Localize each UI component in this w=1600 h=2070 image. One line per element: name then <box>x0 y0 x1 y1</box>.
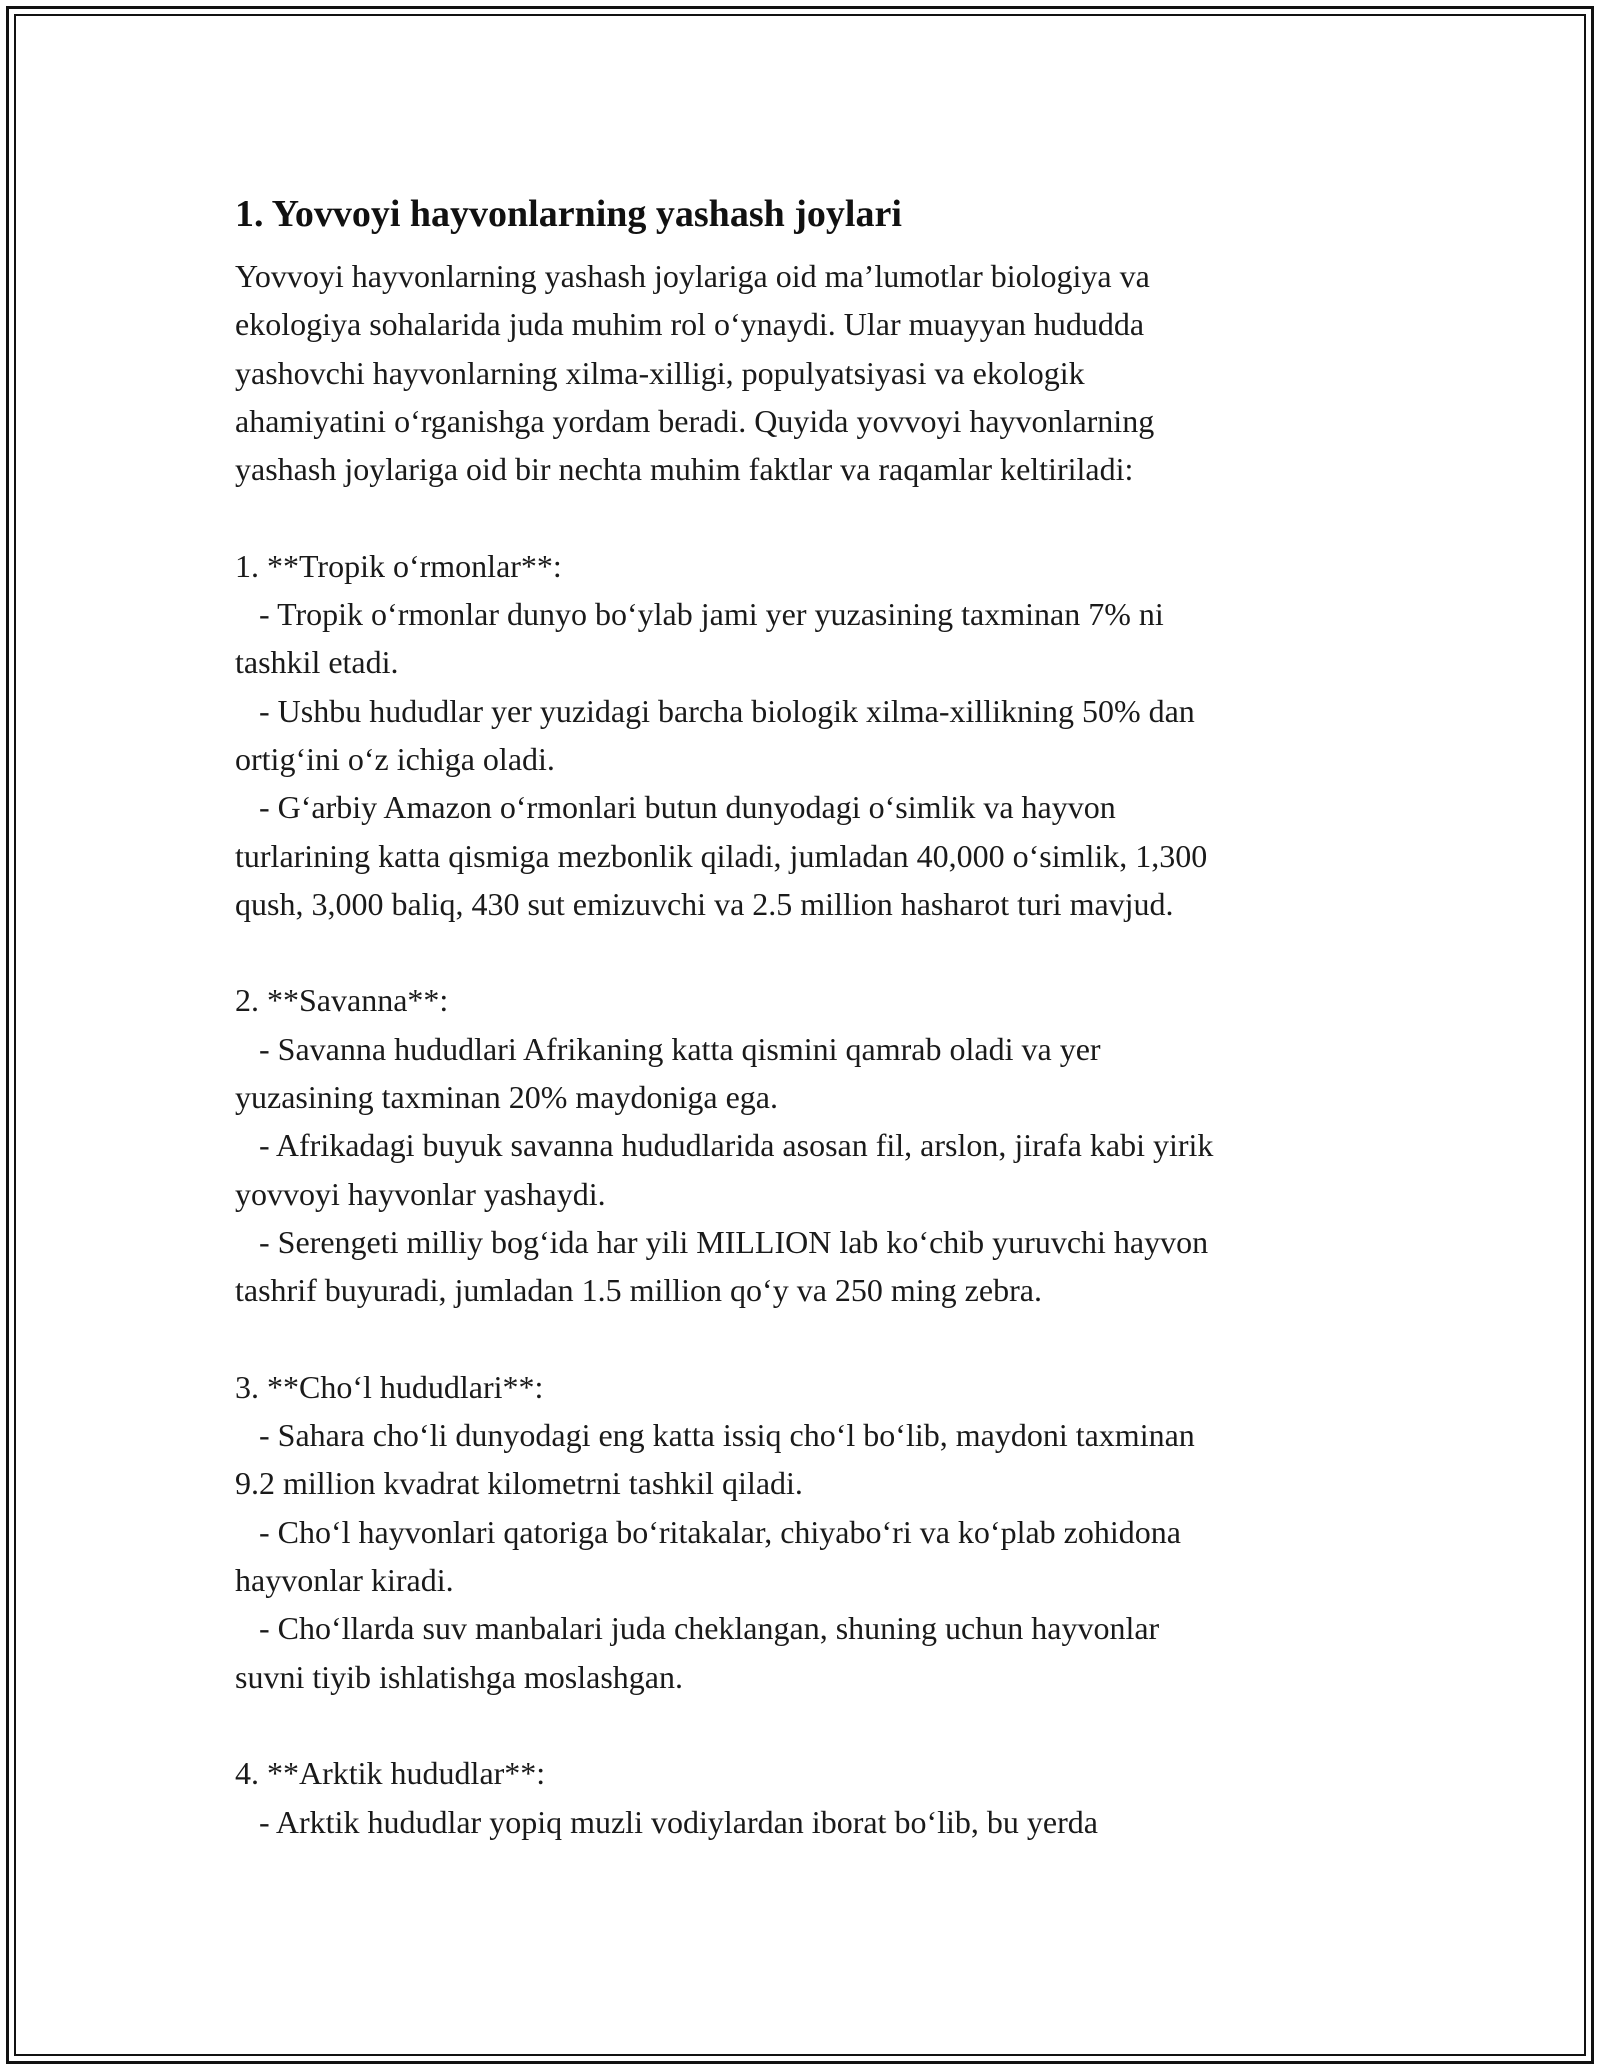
document-body: Yovvoyi hayvonlarning yashash joylariga oid ma’lumotlar biologiya va ekologiya sohalarida juda muhim rol o‘ynaydi. Ular muayyan hududda yashovchi hayvonlarning xilma-xilligi, populyatsiyasi va ekologik ahamiyatini o‘rganishga yordam beradi. Quyida yovvoyi hayvonlarning yashash joylariga oid bir nechta muhim faktlar va raqamlar keltiriladi: 1. **Tropik o‘rmonlar**: - Tropik o‘rmonlar dunyo bo‘ylab jami yer yuzasining taxminan 7% ni tashkil etadi. - Ushbu hududlar yer yuzidagi barcha biologik xilma-xillikning 50% dan ortig‘ini o‘z ichiga oladi. - G‘arbiy Amazon o‘rmonlari butun dunyodagi o‘simlik va hayvon turlarining katta qismiga mezbonlik qiladi, jumladan 40,000 o‘simlik, 1,300 qush, 3,000 baliq, 430 sut emizuvchi va 2.5 million hasharot turi mavjud. 2. **Savanna**: - Savanna hududlari Afrikaning katta qismini qamrab oladi va yer yuzasining taxminan 20% maydoniga ega. - Afrikadagi buyuk savanna hududlarida asosan fil, arslon, jirafa kabi yirik yovvoyi hayvonlar yashaydi. - Serengeti milliy bog‘ida har yili MILLION lab ko‘chib yuruvchi hayvon tashrif buyuradi, jumladan 1.5 million qo‘y va 250 ming zebra. 3. **Cho‘l hududlari**: - Sahara cho‘li dunyodagi eng katta issiq cho‘l bo‘lib, maydoni taxminan 9.2 million kvadrat kilometrni tashkil qiladi. - Cho‘l hayvonlari qatoriga bo‘ritakalar, chiyabo‘ri va ko‘plab zohidona hayvonlar kiradi. - Cho‘llarda suv manbalari juda cheklangan, shuning uchun hayvonlar suvni tiyib ishlatishga moslashgan. 4. **Arktik hududlar**: - Arktik hududlar yopiq muzli vodiylardan iborat bo‘lib, bu yerda <box>235 258 1214 1840</box>
document-title: 1. Yovvoyi hayvonlarning yashash joylari <box>235 193 902 235</box>
document-content <box>235 186 1375 1846</box>
